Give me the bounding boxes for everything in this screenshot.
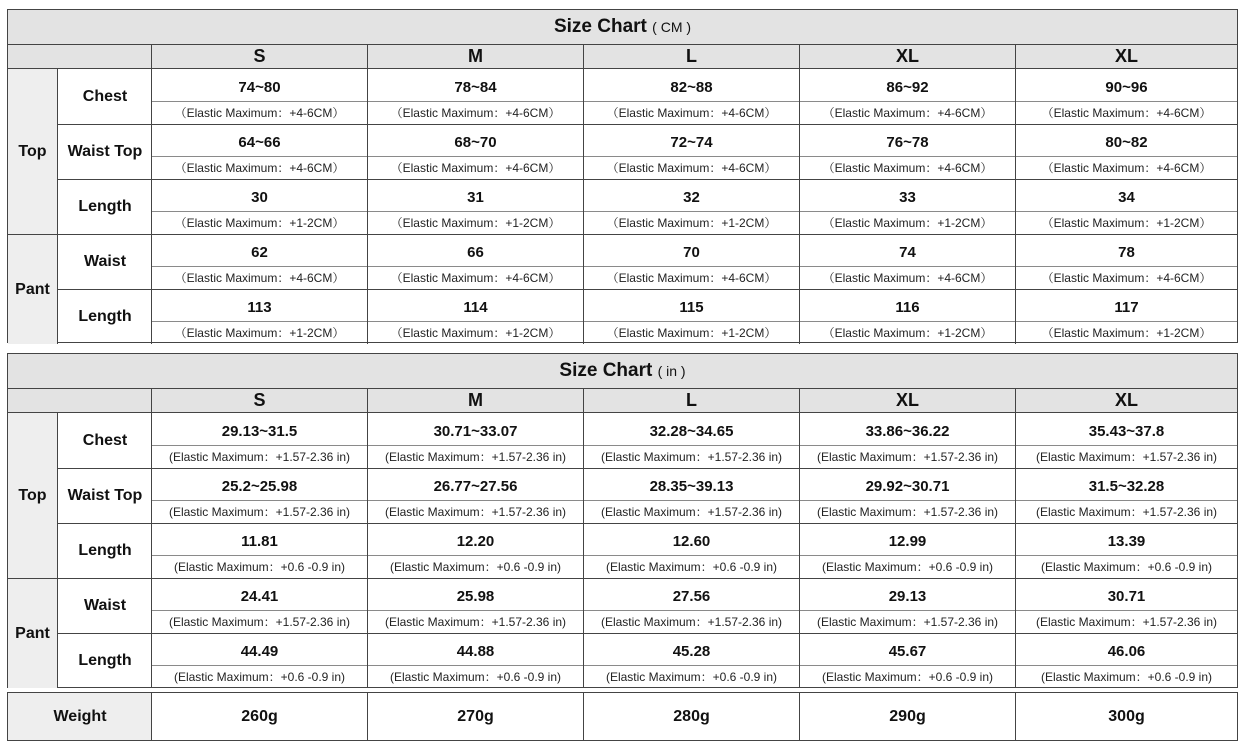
measurement-value: 116 (895, 299, 920, 316)
weight-value: 260g (151, 693, 367, 740)
elastic-note: （Elastic Maximum：+4-6CM） (584, 266, 799, 289)
elastic-note: (Elastic Maximum：+1.57-2.36 in) (368, 500, 583, 523)
size-cell (151, 69, 367, 124)
measurement-value: 13.39 (1107, 533, 1146, 550)
measurement-label: Length (58, 289, 152, 344)
measurement-value: 66 (467, 244, 484, 261)
measurement-value: 113 (247, 299, 272, 316)
measurement-value: 12.60 (672, 533, 711, 550)
measurement-value: 30.71 (1107, 588, 1146, 605)
measurement-value: 35.43~37.8 (1088, 423, 1165, 440)
weight-value: 280g (583, 693, 799, 740)
size-cell (799, 234, 1015, 289)
elastic-note: (Elastic Maximum：+1.57-2.36 in) (800, 445, 1015, 468)
measurement-value: 31.5~32.28 (1088, 478, 1165, 495)
size-header-s: S (151, 389, 367, 412)
measurement-value: 24.41 (240, 588, 279, 605)
elastic-note: (Elastic Maximum：+1.57-2.36 in) (1016, 500, 1237, 523)
weight-value: 300g (1015, 693, 1237, 740)
size-cell (151, 289, 367, 344)
elastic-note: （Elastic Maximum：+4-6CM） (800, 101, 1015, 124)
elastic-note: （Elastic Maximum：+1-2CM） (800, 211, 1015, 234)
group-label-pant: Pant (8, 234, 58, 344)
group-label-top: Top (8, 69, 58, 234)
size-header-l: L (583, 45, 799, 68)
weight-row (8, 693, 1237, 740)
size-cell (583, 468, 799, 523)
size-cell (151, 523, 367, 578)
elastic-note: （Elastic Maximum：+1-2CM） (368, 211, 583, 234)
size-cell (583, 234, 799, 289)
size-header-xl: XL (1015, 389, 1237, 412)
elastic-note: (Elastic Maximum：+0.6 -0.9 in) (800, 665, 1015, 688)
size-cell (583, 633, 799, 688)
measurement-value: 12.20 (456, 533, 495, 550)
measurement-value: 45.67 (888, 643, 927, 660)
size-cell (1015, 468, 1237, 523)
measurement-value: 33.86~36.22 (865, 423, 950, 440)
elastic-note: (Elastic Maximum：+1.57-2.36 in) (152, 445, 367, 468)
elastic-note: (Elastic Maximum：+0.6 -0.9 in) (152, 665, 367, 688)
weight-table (7, 692, 1238, 741)
size-cell (151, 468, 367, 523)
measurement-label: Waist (58, 578, 152, 633)
size-cell (799, 289, 1015, 344)
size-cell (583, 523, 799, 578)
size-cell (367, 413, 583, 468)
elastic-note: (Elastic Maximum：+0.6 -0.9 in) (1016, 665, 1237, 688)
size-cell (1015, 633, 1237, 688)
measurement-value: 114 (463, 299, 488, 316)
group-label-top: Top (8, 413, 58, 578)
weight-label: Weight (8, 693, 152, 740)
size-cell (583, 413, 799, 468)
size-cell (1015, 413, 1237, 468)
size-chart-cm (7, 9, 1238, 343)
table-title (8, 354, 1237, 389)
weight-value: 270g (367, 693, 583, 740)
measurement-value: 78 (1118, 244, 1135, 261)
elastic-note: (Elastic Maximum：+0.6 -0.9 in) (1016, 555, 1237, 578)
elastic-note: （Elastic Maximum：+1-2CM） (1016, 321, 1237, 344)
elastic-note: （Elastic Maximum：+1-2CM） (152, 321, 367, 344)
weight-value: 290g (799, 693, 1015, 740)
size-header-row (8, 45, 1237, 69)
size-cell (799, 468, 1015, 523)
table-title-unit: ( in ) (657, 363, 686, 379)
elastic-note: （Elastic Maximum：+4-6CM） (368, 266, 583, 289)
elastic-note: (Elastic Maximum：+0.6 -0.9 in) (368, 555, 583, 578)
measurement-value: 74~80 (238, 79, 281, 96)
measurement-value: 26.77~27.56 (433, 478, 518, 495)
measurement-label: Waist (58, 234, 152, 289)
size-cell (583, 578, 799, 633)
size-cell (1015, 578, 1237, 633)
elastic-note: (Elastic Maximum：+1.57-2.36 in) (368, 445, 583, 468)
elastic-note: （Elastic Maximum：+1-2CM） (368, 321, 583, 344)
measurement-value: 32 (683, 189, 700, 206)
size-cell (367, 234, 583, 289)
size-cell (583, 124, 799, 179)
elastic-note: （Elastic Maximum：+1-2CM） (584, 321, 799, 344)
elastic-note: (Elastic Maximum：+1.57-2.36 in) (1016, 445, 1237, 468)
size-cell (1015, 234, 1237, 289)
size-cell (367, 633, 583, 688)
elastic-note: (Elastic Maximum：+1.57-2.36 in) (584, 500, 799, 523)
size-cell (1015, 179, 1237, 234)
elastic-note: (Elastic Maximum：+0.6 -0.9 in) (584, 555, 799, 578)
elastic-note: (Elastic Maximum：+1.57-2.36 in) (368, 610, 583, 633)
measurement-label: Length (58, 179, 152, 234)
measurement-value: 44.88 (456, 643, 495, 660)
elastic-note: （Elastic Maximum：+4-6CM） (800, 156, 1015, 179)
measurement-value: 82~88 (670, 79, 713, 96)
elastic-note: （Elastic Maximum：+1-2CM） (152, 211, 367, 234)
table-title-unit: ( CM ) (652, 19, 692, 35)
elastic-note: (Elastic Maximum：+1.57-2.36 in) (152, 610, 367, 633)
size-cell (799, 578, 1015, 633)
table-title-text: Size Chart (559, 360, 653, 381)
group-label-pant: Pant (8, 578, 58, 688)
size-cell (583, 179, 799, 234)
elastic-note: （Elastic Maximum：+4-6CM） (152, 156, 367, 179)
size-cell (367, 523, 583, 578)
elastic-note: （Elastic Maximum：+4-6CM） (368, 156, 583, 179)
measurement-value: 78~84 (454, 79, 497, 96)
size-cell (583, 289, 799, 344)
measurement-value: 29.13~31.5 (221, 423, 298, 440)
measurement-label: Length (58, 523, 152, 578)
elastic-note: （Elastic Maximum：+1-2CM） (584, 211, 799, 234)
size-header-row (8, 389, 1237, 413)
measurement-value: 115 (679, 299, 704, 316)
size-cell (799, 413, 1015, 468)
size-cell (367, 124, 583, 179)
size-cell (151, 234, 367, 289)
elastic-note: (Elastic Maximum：+1.57-2.36 in) (584, 610, 799, 633)
measurement-value: 117 (1114, 299, 1139, 316)
size-header-xl: XL (1015, 45, 1237, 68)
elastic-note: (Elastic Maximum：+0.6 -0.9 in) (152, 555, 367, 578)
measurement-label: Waist Top (58, 124, 152, 179)
elastic-note: (Elastic Maximum：+1.57-2.36 in) (800, 500, 1015, 523)
size-cell (799, 69, 1015, 124)
elastic-note: （Elastic Maximum：+4-6CM） (800, 266, 1015, 289)
measurement-value: 72~74 (670, 134, 713, 151)
elastic-note: （Elastic Maximum：+4-6CM） (1016, 101, 1237, 124)
elastic-note: (Elastic Maximum：+0.6 -0.9 in) (800, 555, 1015, 578)
elastic-note: (Elastic Maximum：+1.57-2.36 in) (800, 610, 1015, 633)
elastic-note: (Elastic Maximum：+1.57-2.36 in) (1016, 610, 1237, 633)
measurement-value: 30.71~33.07 (433, 423, 518, 440)
size-cell (151, 179, 367, 234)
measurement-value: 45.28 (672, 643, 711, 660)
measurement-value: 29.92~30.71 (865, 478, 950, 495)
size-cell (799, 124, 1015, 179)
table-title (8, 10, 1237, 45)
measurement-value: 68~70 (454, 134, 497, 151)
elastic-note: （Elastic Maximum：+4-6CM） (1016, 156, 1237, 179)
measurement-value: 46.06 (1107, 643, 1146, 660)
elastic-note: （Elastic Maximum：+4-6CM） (584, 156, 799, 179)
size-cell (799, 523, 1015, 578)
measurement-label: Length (58, 633, 152, 688)
measurement-value: 25.2~25.98 (221, 478, 298, 495)
size-header-m: M (367, 389, 583, 412)
measurement-label: Chest (82, 87, 128, 105)
size-header-xl: XL (799, 389, 1015, 412)
elastic-note: (Elastic Maximum：+0.6 -0.9 in) (368, 665, 583, 688)
measurement-value: 90~96 (1105, 79, 1148, 96)
measurement-value: 32.28~34.65 (649, 423, 734, 440)
measurement-value: 44.49 (240, 643, 279, 660)
size-cell (1015, 124, 1237, 179)
size-cell (1015, 523, 1237, 578)
size-cell (367, 468, 583, 523)
size-cell (367, 289, 583, 344)
size-cell (367, 69, 583, 124)
size-chart-in (7, 353, 1238, 688)
measurement-value: 27.56 (672, 588, 711, 605)
measurement-value: 29.13 (888, 588, 927, 605)
elastic-note: （Elastic Maximum：+4-6CM） (584, 101, 799, 124)
measurement-value: 30 (251, 189, 268, 206)
size-cell (799, 179, 1015, 234)
measurement-value: 64~66 (238, 134, 281, 151)
measurement-value: 62 (251, 244, 268, 261)
size-cell (583, 69, 799, 124)
measurement-label: Waist Top (58, 468, 152, 523)
size-cell (151, 413, 367, 468)
elastic-note: （Elastic Maximum：+1-2CM） (800, 321, 1015, 344)
elastic-note: （Elastic Maximum：+1-2CM） (1016, 211, 1237, 234)
elastic-note: （Elastic Maximum：+4-6CM） (152, 266, 367, 289)
measurement-value: 12.99 (888, 533, 927, 550)
size-cell (799, 633, 1015, 688)
size-cell (367, 578, 583, 633)
size-header-xl: XL (799, 45, 1015, 68)
measurement-value: 76~78 (886, 134, 929, 151)
measurement-value: 74 (899, 244, 916, 261)
elastic-note: （Elastic Maximum：+4-6CM） (152, 101, 367, 124)
size-cell (367, 179, 583, 234)
measurement-value: 86~92 (886, 79, 929, 96)
measurement-value: 28.35~39.13 (649, 478, 734, 495)
elastic-note: (Elastic Maximum：+0.6 -0.9 in) (584, 665, 799, 688)
measurement-value: 25.98 (456, 588, 495, 605)
measurement-value: 80~82 (1105, 134, 1148, 151)
table-title-text: Size Chart (553, 16, 647, 37)
measurement-value: 11.81 (241, 533, 278, 550)
elastic-note: （Elastic Maximum：+4-6CM） (368, 101, 583, 124)
measurement-value: 31 (467, 189, 484, 206)
size-cell (1015, 289, 1237, 344)
elastic-note: （Elastic Maximum：+4-6CM） (1016, 266, 1237, 289)
size-header-m: M (367, 45, 583, 68)
measurement-value: 34 (1118, 189, 1135, 206)
size-cell (151, 633, 367, 688)
measurement-value: 33 (899, 189, 916, 206)
measurement-value: 70 (683, 244, 700, 261)
elastic-note: (Elastic Maximum：+1.57-2.36 in) (152, 500, 367, 523)
size-cell (151, 578, 367, 633)
size-header-s: S (151, 45, 367, 68)
size-cell (1015, 69, 1237, 124)
size-header-l: L (583, 389, 799, 412)
measurement-label: Chest (82, 431, 128, 449)
elastic-note: (Elastic Maximum：+1.57-2.36 in) (584, 445, 799, 468)
size-cell (151, 124, 367, 179)
